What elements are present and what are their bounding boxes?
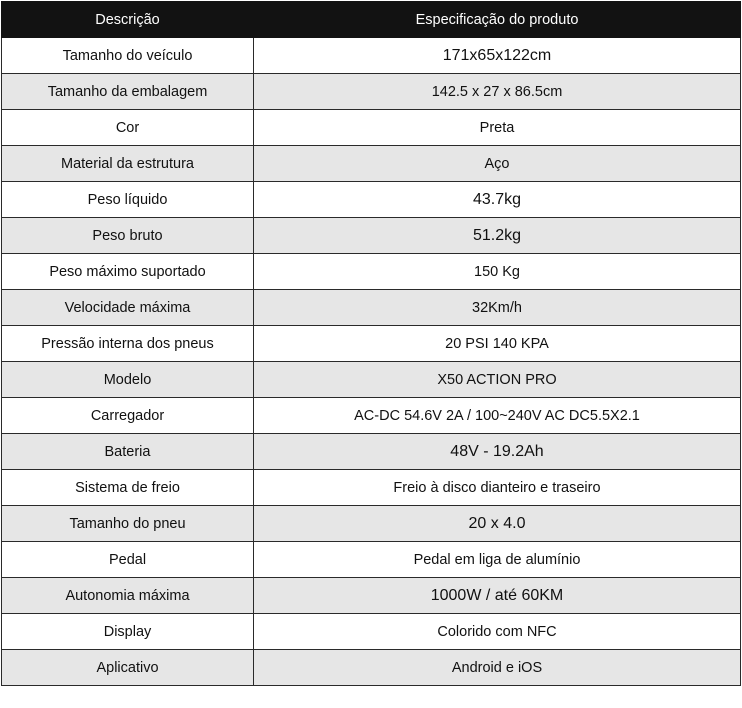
row-label: Aplicativo (2, 650, 254, 686)
row-value: 51.2kg (254, 218, 741, 254)
spec-table (1, 1, 741, 686)
table-row (2, 38, 741, 74)
table-row (2, 434, 741, 470)
row-value: Freio à disco dianteiro e traseiro (254, 470, 741, 506)
header-description: Descrição (2, 2, 254, 38)
row-label: Carregador (2, 398, 254, 434)
row-label: Pedal (2, 542, 254, 578)
row-value: 43.7kg (254, 182, 741, 218)
table-body (2, 38, 741, 686)
table-row (2, 506, 741, 542)
row-label: Display (2, 614, 254, 650)
row-label: Velocidade máxima (2, 290, 254, 326)
table-row (2, 398, 741, 434)
table-row (2, 218, 741, 254)
table-row (2, 254, 741, 290)
row-value: Pedal em liga de alumínio (254, 542, 741, 578)
row-value: Aço (254, 146, 741, 182)
row-value: 20 PSI 140 KPA (254, 326, 741, 362)
row-label: Tamanho do veículo (2, 38, 254, 74)
row-value: 32Km/h (254, 290, 741, 326)
row-value: 142.5 x 27 x 86.5cm (254, 74, 741, 110)
row-label: Peso bruto (2, 218, 254, 254)
row-label: Tamanho da embalagem (2, 74, 254, 110)
row-value: 20 x 4.0 (254, 506, 741, 542)
row-value: 1000W / até 60KM (254, 578, 741, 614)
table-row (2, 146, 741, 182)
table-row (2, 614, 741, 650)
table-row (2, 362, 741, 398)
row-value: Colorido com NFC (254, 614, 741, 650)
table-row (2, 542, 741, 578)
row-label: Bateria (2, 434, 254, 470)
row-value: 150 Kg (254, 254, 741, 290)
table-row (2, 650, 741, 686)
row-label: Peso máximo suportado (2, 254, 254, 290)
table-row (2, 470, 741, 506)
row-value: 48V - 19.2Ah (254, 434, 741, 470)
row-value: 171x65x122cm (254, 38, 741, 74)
table-row (2, 326, 741, 362)
row-value: X50 ACTION PRO (254, 362, 741, 398)
table-row (2, 74, 741, 110)
row-label: Material da estrutura (2, 146, 254, 182)
row-label: Modelo (2, 362, 254, 398)
table-row (2, 290, 741, 326)
row-label: Cor (2, 110, 254, 146)
table-header (2, 2, 741, 38)
row-label: Peso líquido (2, 182, 254, 218)
table-row (2, 578, 741, 614)
row-value: AC-DC 54.6V 2A / 100~240V AC DC5.5X2.1 (254, 398, 741, 434)
row-label: Sistema de freio (2, 470, 254, 506)
table-row (2, 182, 741, 218)
header-specification: Especificação do produto (254, 2, 741, 38)
header-row (2, 2, 741, 38)
row-value: Android e iOS (254, 650, 741, 686)
row-value: Preta (254, 110, 741, 146)
row-label: Autonomia máxima (2, 578, 254, 614)
row-label: Pressão interna dos pneus (2, 326, 254, 362)
row-label: Tamanho do pneu (2, 506, 254, 542)
table-row (2, 110, 741, 146)
